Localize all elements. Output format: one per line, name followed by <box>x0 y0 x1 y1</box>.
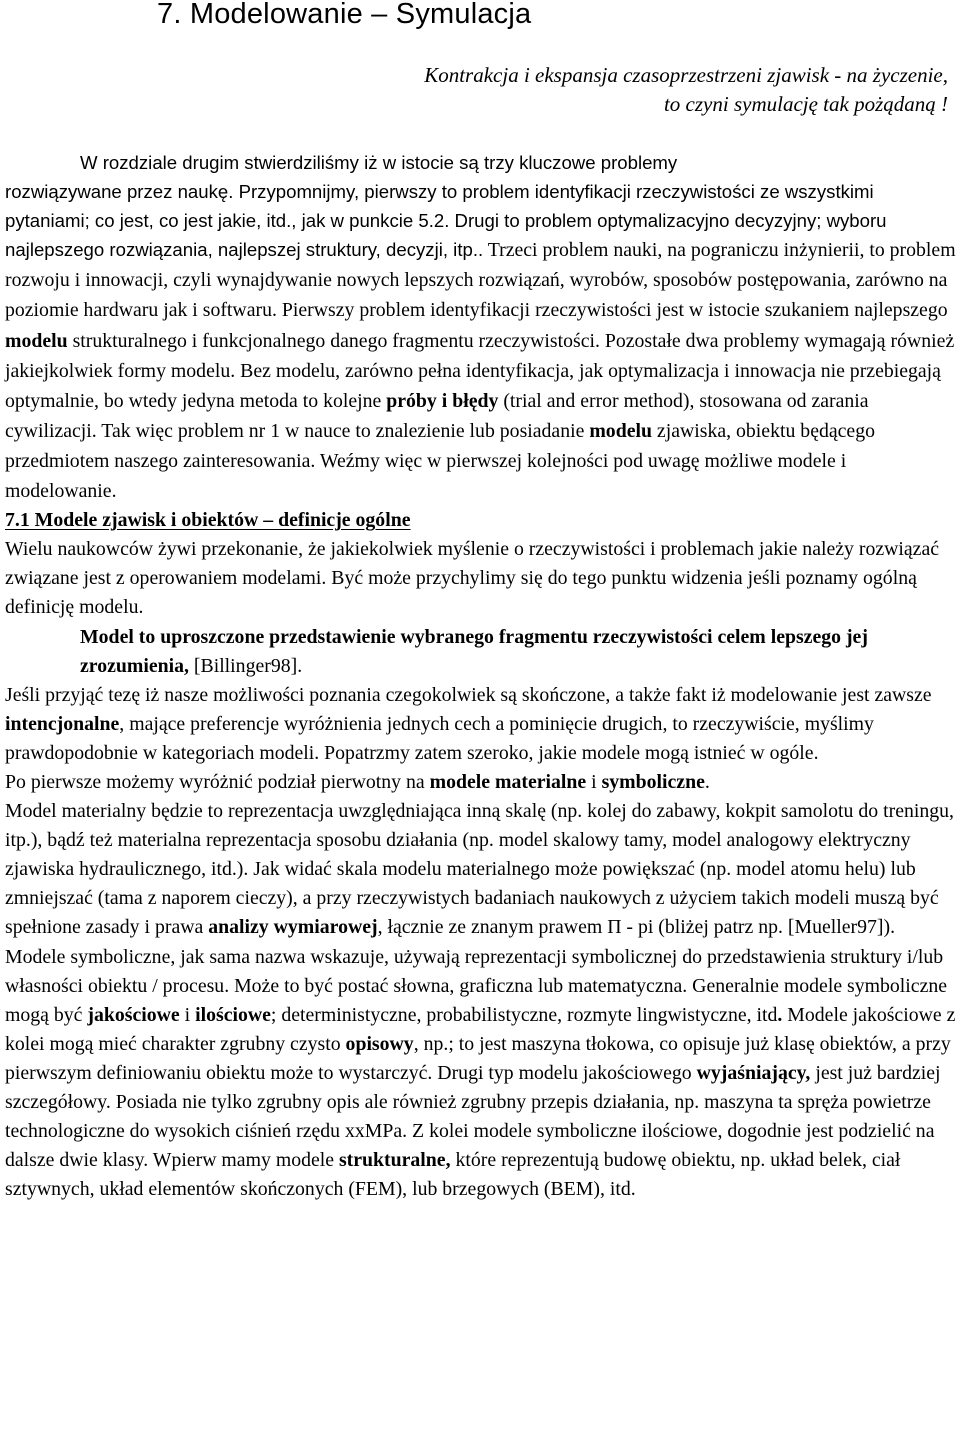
s5-text-f: jest już bardziej szczegółowy. Posiada nie tylko zgrubny opis ale również zgrubny przepis działania, np. maszyna ta spręża powietrze technologiczne do wysokich ciśnień rzędu xxMPa. Z kolei modele symboliczne ilościowe, dogodnie jest podzielić na dalsze dwie klasy. Wpierw mamy modele <box>5 1061 941 1172</box>
intro-text-2: rozwiązywane przez naukę. <box>5 181 234 203</box>
s5-bold-quantitative: ilościowe <box>195 1003 271 1026</box>
s5-bold-explanatory: wyjaśniający, <box>696 1061 811 1084</box>
intro-bold-trial-error: próby i błędy <box>386 389 499 412</box>
model-definition <box>5 623 957 681</box>
s4-text-a: Model materialny będzie to reprezentacja uwzględniająca inną skalę (np. kolej do zabawy, kokpit samolotu do treningu, itp.), bądź też materialna reprezentacja sposobu działania (np. model skalowy tamy, model analogowy elektryczny zjawiska hydraulicznego, itd.). Jak widać skala modelu materialnego może powiększać (np. model atomu helu) lub zmniejszać (tama z naporem cieczy), a przy rzeczywistych badaniach naukowych z użyciem takich modeli muszą być spełnione zasady i prawa <box>5 800 954 939</box>
s3-text-a: Po pierwsze możemy wyróżnić podział pierwotny na <box>5 770 430 793</box>
s3-bold-material: modele materialne <box>429 770 587 793</box>
epigraph-line-2: to czyni symulację tak pożądaną ! <box>663 92 948 116</box>
s3-text-c: . <box>704 770 710 793</box>
s2-text-a: Jeśli przyjąć tezę iż nasze możliwości poznania czegokolwiek są skończone, a także fakt iż modelowanie jest zawsze <box>5 683 932 706</box>
s3-bold-symbolic: symboliczne <box>601 770 705 793</box>
s5-text-e: , np.; to jest maszyna tłokowa, co opisuje już klasę obiektów, a przy pierwszym definiowaniu obiektu może to wystarczyć. Drugi typ modelu jakościowego <box>5 1032 951 1084</box>
s5-text-g: które reprezentują budowę obiektu, np. układ belek, ciał sztywnych, układ elementów skończonych (FEM), lub brzegowych (BEM), itd. <box>5 1149 901 1201</box>
s5-bold-descriptive: opisowy <box>345 1032 414 1055</box>
s5-text-b: i <box>179 1003 196 1026</box>
definition-reference: [Billinger98]. <box>188 654 303 677</box>
section-paragraph-3 <box>5 768 957 797</box>
s5-text-a: Modele symboliczne, jak sama nazwa wskazuje, używają reprezentacji symbolicznej do przedstawienia struktury i/lub własności obiektu / procesu. Może to być postać słowna, graficzna lub matematyczna. Generalnie modele symboliczne mogą być <box>5 945 948 1026</box>
intro-text-4: Trzeci problem nauki, na pograniczu inżynierii, to problem rozwoju i innowacji, czyli wynajdywanie nowych lepszych rozwiązań, wyrobów, sposobów postępowania, zarówno na poziomie hardwaru jak i softwaru. Pierwszy problem identyfikacji rzeczywistości jest w istocie szukaniem najlepszego <box>5 239 956 322</box>
s5-bold-period: . <box>777 1003 783 1026</box>
intro-text-5: strukturalnego i funkcjonalnego danego fragmentu rzeczywistości. Pozostałe dwa problemy wymagają również jakiejkolwiek formy modelu. Bez modelu, zarówno pełna identyfikacja, jak optymalizacja i innowacja nie przebiegają optymalnie, bo wtedy jedyna metoda to kolejne <box>5 329 955 412</box>
intro-text-6: (trial and error method), stosowana od zarania cywilizacji. Tak więc problem nr 1 w nauce to znalezienie lub posiadanie <box>5 389 869 442</box>
s2-text-b: , mające preferencje wyróżnienia jednych cech a pominięcie drugich, to rzeczywiście, myślimy prawdopodobnie w kategoriach modeli. Popatrzmy zatem szeroko, jakie modele mogą istnieć w ogóle. <box>5 712 874 764</box>
epigraph <box>248 61 948 119</box>
intro-text-7: zjawiska, obiektu będącego przedmiotem naszego zainteresowania. Weźmy więc w pierwszej kolejności pod uwagę możliwe modele i modelowanie. <box>5 419 875 503</box>
s5-text-d: Modele jakościowe z kolei mogą mieć charakter zgrubny czysto <box>5 1003 956 1055</box>
s4-bold-dimensional-analysis: analizy wymiarowej <box>208 916 378 939</box>
s3-text-b: i <box>586 770 602 793</box>
intro-first-line: W rozdziale drugim stwierdziliśmy iż w istocie są trzy kluczowe problemy <box>80 152 678 173</box>
s5-bold-qualitative: jakościowe <box>87 1003 180 1026</box>
document-body <box>5 148 957 1204</box>
section-paragraph-5 <box>5 943 957 1205</box>
intro-paragraph-1 <box>5 177 957 506</box>
s2-bold-intentional: intencjonalne <box>5 712 120 735</box>
intro-text-3: Przypomnijmy, pierwszy to problem identyfikacji rzeczywistości ze wszystkimi pytaniami; co jest, co jest jakie, itd., jak w punkcie 5.2. Drugi to problem optymalizacyjno decyzyjny; wyboru najlepszego rozwiązania, najlepszej struktury, decyzji, itp.. <box>5 181 887 261</box>
s5-text-c: ; deterministyczne, probabilistyczne, rozmyte lingwistyczne, itd <box>270 1003 778 1026</box>
section-paragraph-2 <box>5 681 957 768</box>
epigraph-line-1: Kontrakcja i ekspansja czasoprzestrzeni zjawisk - na życzenie, <box>424 63 948 87</box>
s4-text-b: , łącznie ze znanym prawem Π - pi (bliżej patrz np. [Mueller97]). <box>377 916 896 939</box>
section-heading: 7.1 Modele zjawisk i obiektów – definicje ogólne <box>5 509 411 532</box>
s5-bold-structural: strukturalne, <box>338 1149 451 1172</box>
intro-bold-model-2: modelu <box>589 419 652 442</box>
section-paragraph-4 <box>5 797 957 942</box>
intro-bold-model: modelu <box>5 329 68 352</box>
section-paragraph-1: Wielu naukowców żywi przekonanie, że jakiekolwiek myślenie o rzeczywistości i problemach jakie należy rozwiązać związane jest z operowaniem modelami. Być może przychylimy się do tego punktu widzenia jeśli poznamy ogólną definicję modelu. <box>5 538 940 619</box>
chapter-title: 7. Modelowanie – Symulacja <box>157 0 532 30</box>
definition-text: Model to uproszczone przedstawienie wybranego fragmentu rzeczywistości celem lepszego jej zrozumienia, <box>80 625 868 677</box>
